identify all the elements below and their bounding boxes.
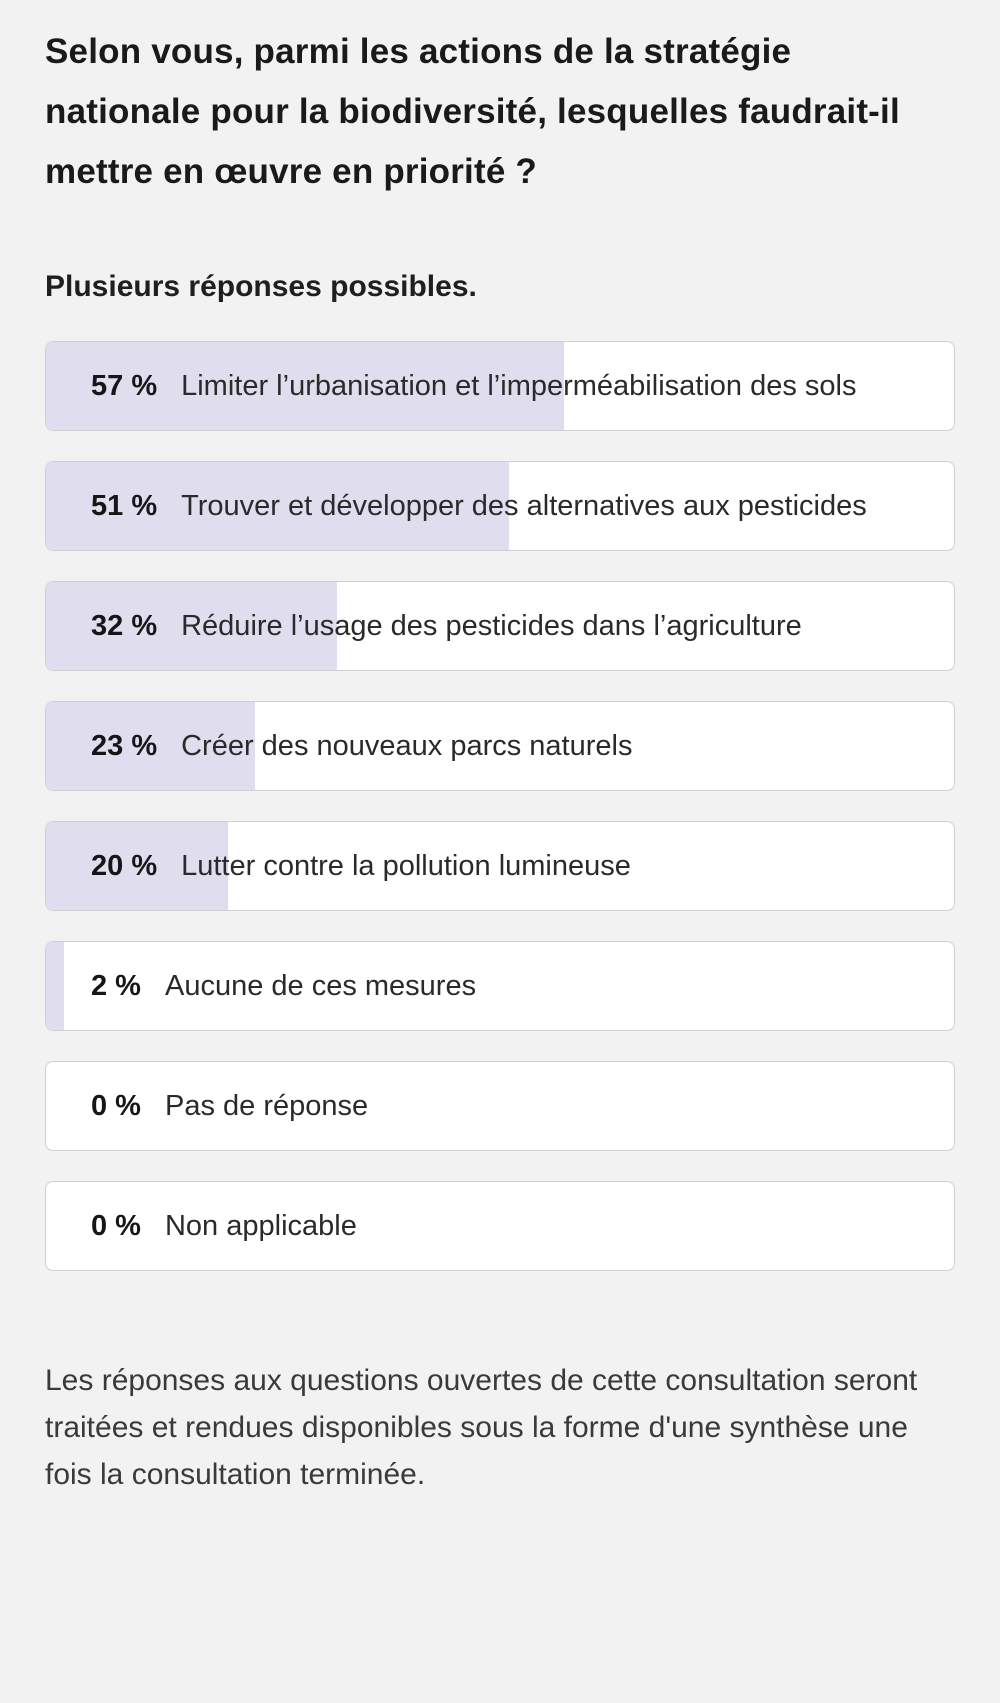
result-row [45,581,955,671]
result-content [91,1203,357,1249]
result-percent: 0 % [91,1209,141,1242]
result-content [91,1083,368,1129]
result-row [45,341,955,431]
result-row [45,461,955,551]
question-title: Selon vous, parmi les actions de la stratégie nationale pour la biodiversité, lesquelles faudrait-il mettre en œuvre en priorité ? [45,32,900,191]
result-label: Trouver et développer des alternatives aux pesticides [181,490,867,522]
question-hint: Plusieurs réponses possibles. [45,270,477,303]
result-row [45,1061,955,1151]
result-content [91,483,867,529]
result-row [45,941,955,1031]
result-label: Lutter contre la pollution lumineuse [181,850,631,882]
result-content [91,603,802,649]
footer-note: Les réponses aux questions ouvertes de cette consultation seront traitées et rendues disponibles sous la forme d'une synthèse une fois la consultation terminée. [45,1364,918,1491]
result-percent: 0 % [91,1089,141,1122]
result-percent: 2 % [91,969,141,1002]
result-percent: 23 % [91,729,158,762]
result-label: Aucune de ces mesures [164,970,477,1002]
result-bar [46,942,64,1030]
results-list [45,341,955,1271]
result-percent: 20 % [91,849,158,882]
result-label: Pas de réponse [164,1090,369,1122]
result-percent: 32 % [91,609,158,642]
result-content [91,843,631,889]
result-label: Créer des nouveaux parcs naturels [181,730,633,762]
result-percent: 51 % [91,489,158,522]
result-content [91,723,632,769]
result-row [45,1181,955,1271]
result-label: Réduire l’usage des pesticides dans l’agriculture [181,610,802,642]
result-content [91,963,476,1009]
result-content [91,363,856,409]
result-row [45,701,955,791]
result-row [45,821,955,911]
result-label: Limiter l’urbanisation et l’imperméabilisation des sols [181,370,857,402]
result-percent: 57 % [91,369,158,402]
result-label: Non applicable [164,1210,357,1242]
